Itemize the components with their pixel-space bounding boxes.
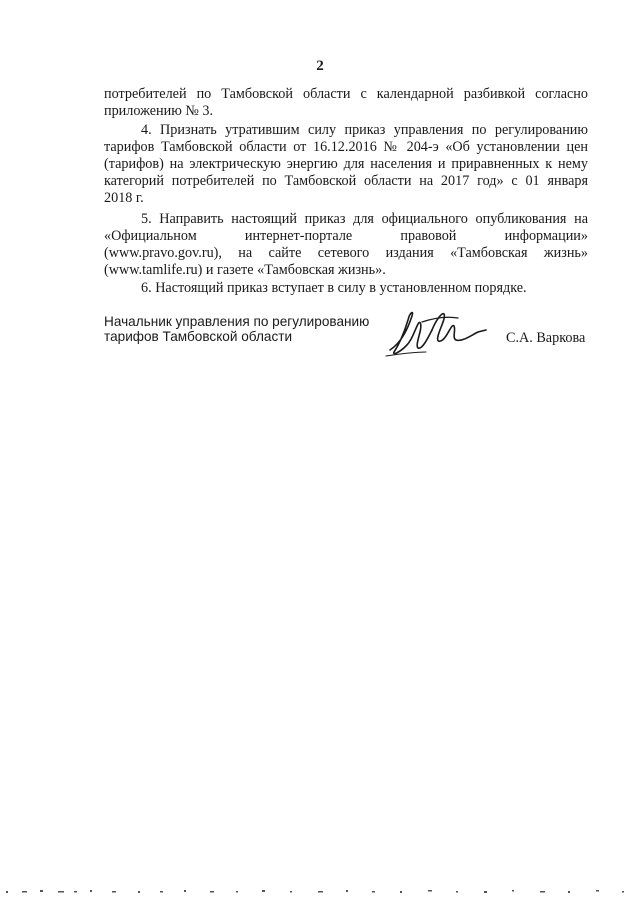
paragraph-4-line-1: 4. Признать утратившим силу приказ управления по регулированию [141,122,588,138]
page-number: 2 [316,58,324,74]
signatory-position-line-2: тарифов Тамбовской области [104,329,293,344]
paragraph-5-word-4: информации» [504,228,588,244]
paragraph-4-line-3: (тарифов) на электрическую энергию для населения и приравненных к нему [104,156,588,172]
paragraph-4-line-2: тарифов Тамбовской области от 16.12.2016 № 204-э «Об установлении цен [104,139,588,155]
paragraph-5-word-1: «Официальном [104,228,197,244]
signatory-position [104,314,369,344]
paragraph-5-line-1: 5. Направить настоящий приказ для официального опубликования на [141,211,588,227]
paragraph-5-line-4: (www.tamlife.ru) и газете «Тамбовская жизнь». [104,262,386,278]
paragraph-6-line-1: 6. Настоящий приказ вступает в силу в установленном порядке. [141,280,527,296]
handwritten-signature [382,302,492,362]
signatory-position-line-1: Начальник управления по регулированию [104,314,370,329]
paragraph-4-line-5: 2018 г. [104,190,144,206]
signatory-name: С.А. Варкова [506,330,586,346]
paragraph-5-word-3: правовой [400,228,457,244]
paragraph-3-line-1: потребителей по Тамбовской области с календарной разбивкой согласно [104,86,588,102]
paragraph-3-line-2: приложению № 3. [104,103,214,119]
paragraph-5-word-2: интернет-портале [244,228,353,244]
scan-noise [0,886,640,898]
paragraph-5-line-2 [104,228,588,245]
paragraph-5-line-3: (www.pravo.gov.ru), на сайте сетевого издания «Тамбовская жизнь» [104,245,588,261]
paragraph-4-line-4: категорий потребителей по Тамбовской области на 2017 год» с 01 января [104,173,588,189]
